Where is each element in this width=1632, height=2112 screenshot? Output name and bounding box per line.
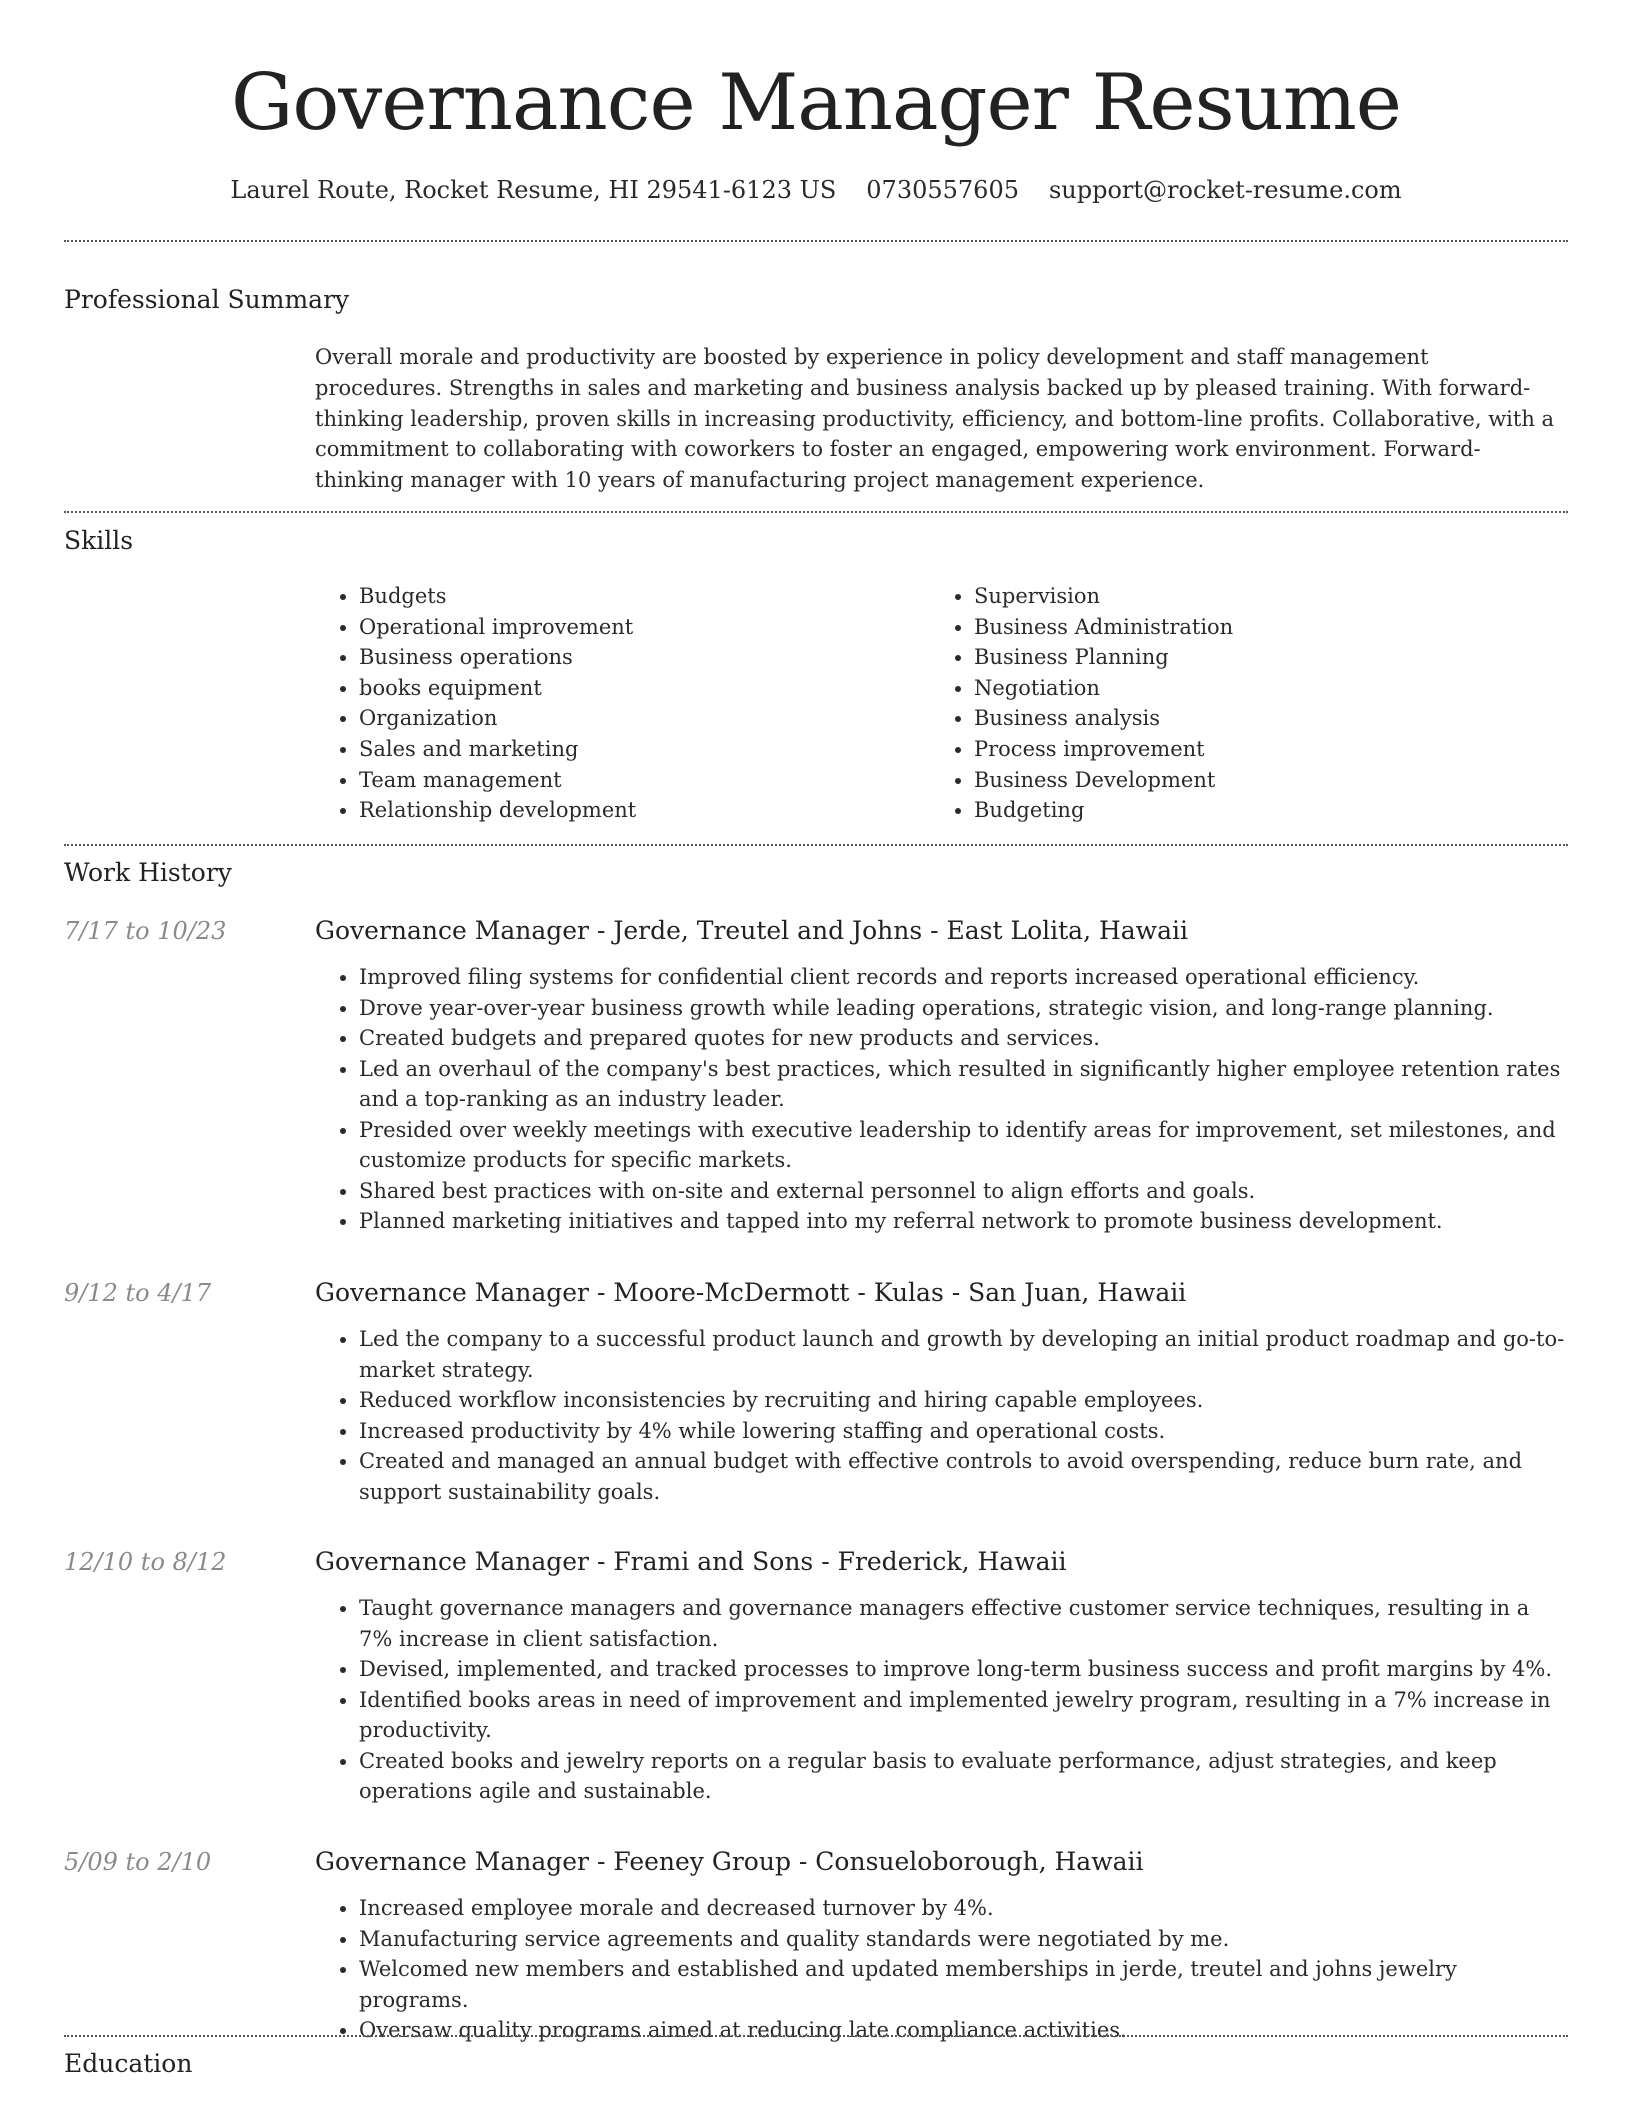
skill-item: • Business operations	[359, 642, 930, 673]
job-bullets	[315, 1893, 1567, 2046]
job-bullet: • Created budgets and prepared quotes for new products and services.	[359, 1023, 1567, 1054]
skill-item: • Negotiation	[974, 673, 1545, 704]
job-bullet: • Manufacturing service agreements and quality standards were negotiated by me.	[359, 1924, 1567, 1955]
skills-list	[315, 581, 1555, 826]
skill-item: • books equipment	[359, 673, 930, 704]
skill-item: • Sales and marketing	[359, 734, 930, 765]
job-bullets	[315, 1324, 1567, 1507]
skill-item: • Relationship development	[359, 795, 930, 826]
job-bullet: • Improved filing systems for confidential client records and reports increased operational efficiency.	[359, 962, 1567, 993]
skill-item: • Business Development	[974, 765, 1545, 796]
job-bullet: • Created and managed an annual budget with effective controls to avoid overspending, reduce burn rate, and support sustainability goals.	[359, 1446, 1567, 1507]
job-heading: Governance Manager - Frami and Sons - Frederick, Hawaii	[315, 1547, 1067, 1576]
job-bullet: • Increased employee morale and decreased turnover by 4%.	[359, 1893, 1567, 1924]
skill-item: • Organization	[359, 703, 930, 734]
job-heading: Governance Manager - Moore-McDermott - Kulas - San Juan, Hawaii	[315, 1278, 1187, 1307]
job-bullet: • Reduced workflow inconsistencies by recruiting and hiring capable employees.	[359, 1385, 1567, 1416]
skill-item: • Process improvement	[974, 734, 1545, 765]
skill-item: • Business Administration	[974, 612, 1545, 643]
divider	[64, 2035, 1568, 2037]
job-dates: 7/17 to 10/23	[64, 917, 227, 945]
contact-line	[0, 170, 1632, 210]
section-title-summary: Professional Summary	[64, 285, 350, 314]
divider	[64, 511, 1568, 513]
divider	[64, 844, 1568, 846]
skills-column-left	[315, 581, 930, 826]
section-title-education: Education	[64, 2049, 193, 2078]
skill-item: • Budgeting	[974, 795, 1545, 826]
job-bullet: • Led the company to a successful product launch and growth by developing an initial product roadmap and go-to-market strategy.	[359, 1324, 1567, 1385]
section-title-work-history: Work History	[64, 858, 232, 887]
job-bullets	[315, 1593, 1567, 1807]
job-dates: 9/12 to 4/17	[64, 1279, 212, 1307]
summary-text: Overall morale and productivity are boosted by experience in policy development and staff management procedures. Strengths in sales and marketing and business analysis backed up by pleased training. With forward-thinking leadership, proven skills in increasing productivity, efficiency, and bottom-line profits. Collaborative, with a commitment to collaborating with coworkers to foster an engaged, empowering work environment. Forward-thinking manager with 10 years of manufacturing project management experience.	[315, 345, 1555, 493]
job-bullet: • Led an overhaul of the company's best practices, which resulted in significantly higher employee retention rates and a top-ranking as an industry leader.	[359, 1054, 1567, 1115]
skill-item: • Supervision	[974, 581, 1545, 612]
skill-item: • Business Planning	[974, 642, 1545, 673]
job-bullet: • Welcomed new members and established and updated memberships in jerde, treutel and johns jewelry programs.	[359, 1954, 1567, 2015]
skills-column-right	[930, 581, 1545, 826]
job-heading: Governance Manager - Feeney Group - Consueloborough, Hawaii	[315, 1847, 1144, 1876]
job-bullets	[315, 962, 1567, 1237]
job-bullet: • Taught governance managers and governance managers effective customer service techniques, resulting in a 7% increase in client satisfaction.	[359, 1593, 1567, 1654]
job-bullet: • Drove year-over-year business growth while leading operations, strategic vision, and long-range planning.	[359, 993, 1567, 1024]
skill-item: • Operational improvement	[359, 612, 930, 643]
job-bullet: • Oversaw quality programs aimed at reducing late compliance activities.	[359, 2015, 1567, 2046]
divider	[64, 240, 1568, 242]
job-dates: 5/09 to 2/10	[64, 1848, 212, 1876]
job-bullet: • Devised, implemented, and tracked processes to improve long-term business success and profit margins by 4%.	[359, 1654, 1567, 1685]
skill-item: • Budgets	[359, 581, 930, 612]
section-title-skills: Skills	[64, 526, 134, 555]
contact-email: support@rocket-resume.com	[1048, 176, 1402, 204]
job-bullet: • Increased productivity by 4% while lowering staffing and operational costs.	[359, 1416, 1567, 1447]
job-dates: 12/10 to 8/12	[64, 1548, 227, 1576]
job-bullet: • Planned marketing initiatives and tapped into my referral network to promote business development.	[359, 1206, 1567, 1237]
job-bullet: • Identified books areas in need of improvement and implemented jewelry program, resulting in a 7% increase in productivity.	[359, 1685, 1567, 1746]
job-bullet: • Shared best practices with on-site and external personnel to align efforts and goals.	[359, 1176, 1567, 1207]
job-heading: Governance Manager - Jerde, Treutel and Johns - East Lolita, Hawaii	[315, 916, 1188, 945]
contact-address: Laurel Route, Rocket Resume, HI 29541-6123 US	[230, 176, 837, 204]
resume-title: Governance Manager Resume	[231, 58, 1401, 148]
job-bullet: • Presided over weekly meetings with executive leadership to identify areas for improvement, set milestones, and customize products for specific markets.	[359, 1115, 1567, 1176]
job-bullet: • Created books and jewelry reports on a regular basis to evaluate performance, adjust strategies, and keep operations agile and sustainable.	[359, 1746, 1567, 1807]
skill-item: • Business analysis	[974, 703, 1545, 734]
skill-item: • Team management	[359, 765, 930, 796]
contact-phone: 0730557605	[866, 176, 1019, 204]
